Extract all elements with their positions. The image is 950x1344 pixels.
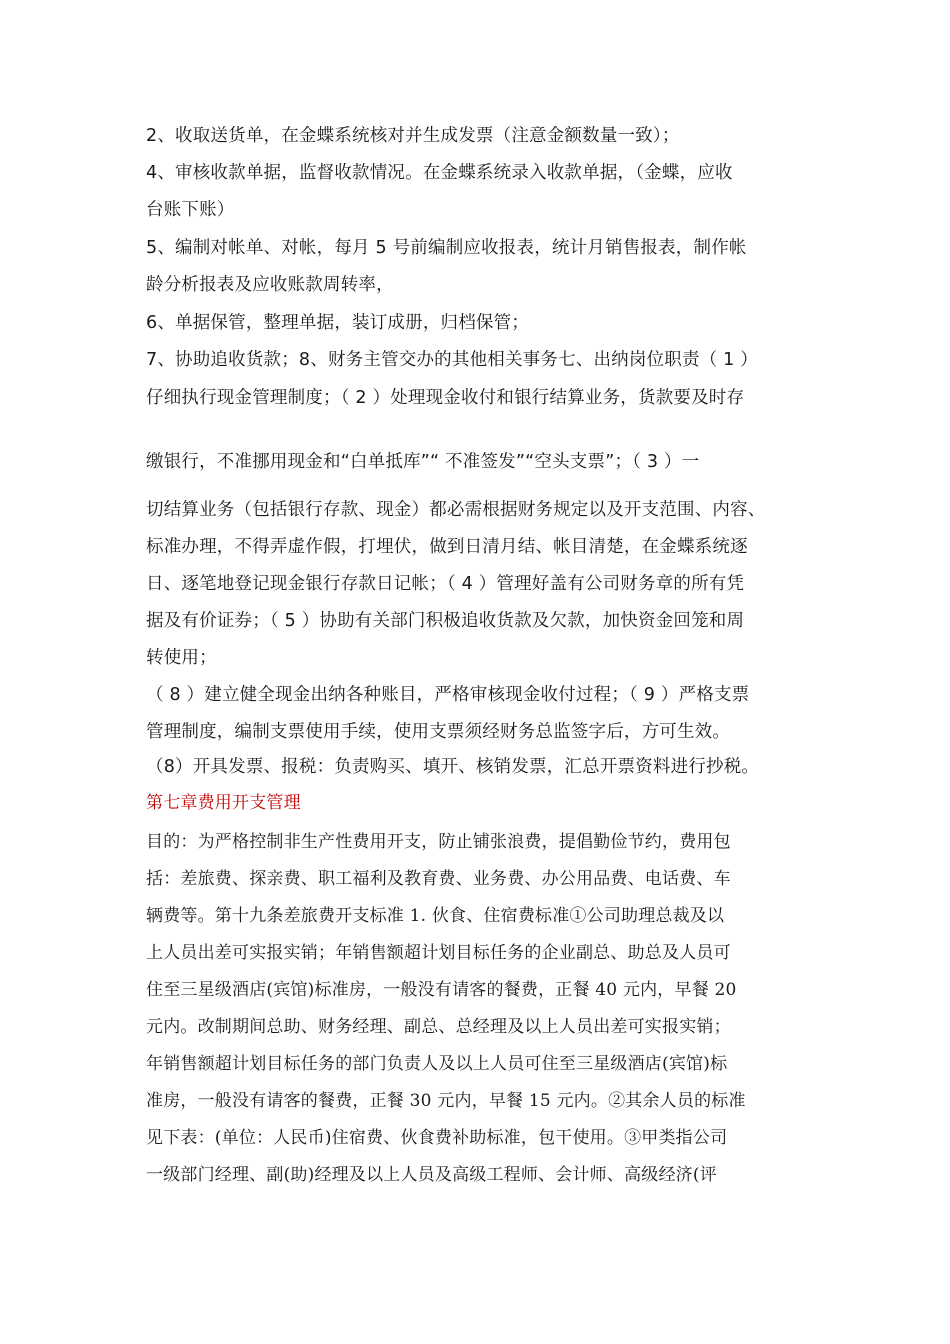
- text-line: 管理制度，编制支票使用手续，使用支票须经财务总监签字后，方可生效。: [146, 722, 731, 742]
- text-line: 4、审核收款单据，监督收款情况。在金蝶系统录入收款单据，（金蝶，应收: [146, 163, 733, 183]
- text-line: 转使用；: [146, 648, 217, 668]
- text-line: 准房，一般没有请客的餐费，正餐 30 元内，早餐 15 元内。②其余人员的标准: [146, 1091, 746, 1111]
- text-line: 住至三星级酒店(宾馆)标准房，一般没有请客的餐费，正餐 40 元内，早餐 20: [146, 980, 737, 1000]
- text-line: 6、单据保管，整理单据，装订成册，归档保管；: [146, 313, 530, 333]
- text-line: 目的：为严格控制非生产性费用开支，防止铺张浪费，提倡勤俭节约，费用包: [146, 832, 731, 852]
- text-line: 仔细执行现金管理制度；（ 2 ）处理现金收付和银行结算业务，货款要及时存: [146, 388, 745, 408]
- text-line: 辆费等。第十九条差旅费开支标准 1. 伙食、住宿费标准①公司助理总裁及以: [146, 906, 725, 926]
- text-line: 切结算业务（包括银行存款、现金）都必需根据财务规定以及开支范围、内容、: [146, 500, 766, 520]
- text-line: 7、协助追收货款；8、财务主管交办的其他相关事务七、出纳岗位职责（ 1 ）: [146, 350, 758, 370]
- text-line: 年销售额超计划目标任务的部门负责人及以上人员可住至三星级酒店(宾馆)标: [146, 1054, 728, 1074]
- text-line: 2、收取送货单，在金蝶系统核对并生成发票（注意金额数量一致）；: [146, 126, 680, 146]
- text-line: 一级部门经理、副(助)经理及以上人员及高级工程师、会计师、高级经济(评: [146, 1165, 717, 1185]
- text-line: 标准办理，不得弄虚作假，打埋伏，做到日清月结、帐目清楚，在金蝶系统逐: [146, 537, 748, 557]
- text-line: （8）开具发票、报税：负责购买、填开、核销发票，汇总开票资料进行抄税。: [146, 757, 760, 777]
- text-line: 括：差旅费、探亲费、职工福利及教育费、业务费、办公用品费、电话费、车: [146, 869, 731, 889]
- text-line: 台账下账）: [146, 200, 235, 220]
- text-line: 见下表：(单位：人民币)住宿费、伙食费补助标准，包干使用。③甲类指公司: [146, 1128, 728, 1148]
- text-line: 据及有价证券；（ 5 ）协助有关部门积极追收货款及欠款，加快资金回笼和周: [146, 611, 745, 631]
- text-line: 缴银行，不准挪用现金和“白单抵库”“ 不准签发”“空头支票”；（ 3 ）一: [146, 452, 700, 472]
- text-line: 龄分析报表及应收账款周转率，: [146, 275, 394, 295]
- text-line: 日、逐笔地登记现金银行存款日记帐；（ 4 ）管理好盖有公司财务章的所有凭: [146, 574, 745, 594]
- text-line: 元内。改制期间总助、财务经理、副总、总经理及以上人员出差可实报实销；: [146, 1017, 731, 1037]
- section-heading: 第七章费用开支管理: [146, 793, 301, 813]
- text-line: 上人员出差可实报实销；年销售额超计划目标任务的企业副总、助总及人员可: [146, 943, 731, 963]
- text-line: 5、编制对帐单、对帐，每月 5 号前编制应收报表，统计月销售报表，制作帐: [146, 238, 747, 258]
- text-line: （ 8 ）建立健全现金出纳各种账目，严格审核现金收付过程；（ 9 ）严格支票: [146, 685, 750, 705]
